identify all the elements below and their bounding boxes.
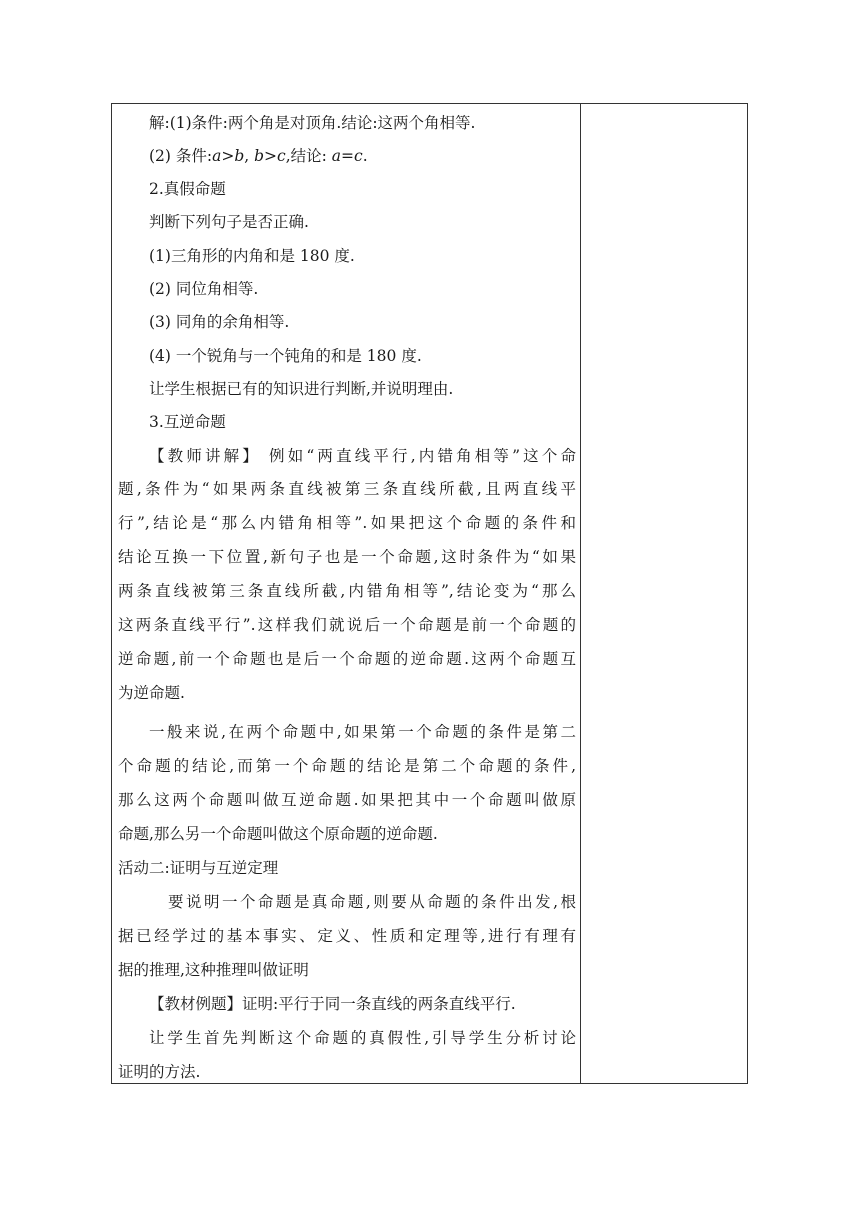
text-line: 让学生根据已有的知识进行判断,并说明理由. bbox=[149, 380, 454, 398]
text-line: 判断下列句子是否正确. bbox=[149, 213, 309, 231]
text-line: 解:(1)条件:两个角是对顶角.结论:这两个角相等. bbox=[149, 114, 476, 132]
text-line: 据的推理,这种推理叫做证明 bbox=[118, 961, 309, 979]
text-line: 逆命题,前一个命题也是后一个命题的逆命题.这两个命题互 bbox=[118, 650, 576, 668]
text-line: (1)三角形的内角和是 180 度. bbox=[149, 247, 355, 265]
text-line: 【教师讲解】 例如“两直线平行,内错角相等”这个命 bbox=[149, 447, 576, 465]
text-line: 要说明一个命题是真命题,则要从命题的条件出发,根 bbox=[168, 893, 576, 911]
text-line: 个命题的结论,而第一个命题的结论是第二个命题的条件, bbox=[118, 757, 576, 775]
text-line: 命题,那么另一个命题叫做这个原命题的逆命题. bbox=[118, 825, 438, 843]
text-line: 这两条直线平行”.这样我们就说后一个命题是前一个命题的 bbox=[118, 616, 576, 634]
lesson-table bbox=[111, 103, 748, 1084]
text-line: 据已经学过的基本事实、定义、性质和定理等,进行有理有 bbox=[118, 927, 576, 945]
text-line: 让学生首先判断这个命题的真假性,引导学生分析讨论 bbox=[149, 1029, 576, 1047]
text-line: (2) 同位角相等. bbox=[149, 280, 259, 298]
text-line: (2) 条件:a>b, b>c,结论: a=c. bbox=[149, 147, 368, 165]
text-line: 那么这两个命题叫做互逆命题.如果把其中一个命题叫做原 bbox=[118, 791, 576, 809]
section-heading: 2.真假命题 bbox=[149, 180, 226, 198]
section-heading: 3.互逆命题 bbox=[149, 413, 226, 431]
text-line: (4) 一个锐角与一个钝角的和是 180 度. bbox=[149, 347, 422, 365]
text-line: 为逆命题. bbox=[118, 684, 185, 702]
text-line: 证明的方法. bbox=[118, 1063, 201, 1081]
content-cell bbox=[112, 104, 580, 1083]
text-line: 【教材例题】证明:平行于同一条直线的两条直线平行. bbox=[149, 995, 516, 1013]
text-line: 题,条件为“如果两条直线被第三条直线所截,且两直线平 bbox=[118, 480, 576, 498]
text-line: 一般来说,在两个命题中,如果第一个命题的条件是第二 bbox=[149, 723, 576, 741]
activity-heading: 活动二:证明与互逆定理 bbox=[118, 859, 279, 877]
text-line: 结论互换一下位置,新句子也是一个命题,这时条件为“如果 bbox=[118, 548, 576, 566]
text-line: 两条直线被第三条直线所截,内错角相等”,结论变为“那么 bbox=[118, 582, 576, 600]
text-line: 行”,结论是“那么内错角相等”.如果把这个命题的条件和 bbox=[118, 514, 576, 532]
text-line: (3) 同角的余角相等. bbox=[149, 313, 290, 331]
notes-cell bbox=[581, 104, 747, 1083]
